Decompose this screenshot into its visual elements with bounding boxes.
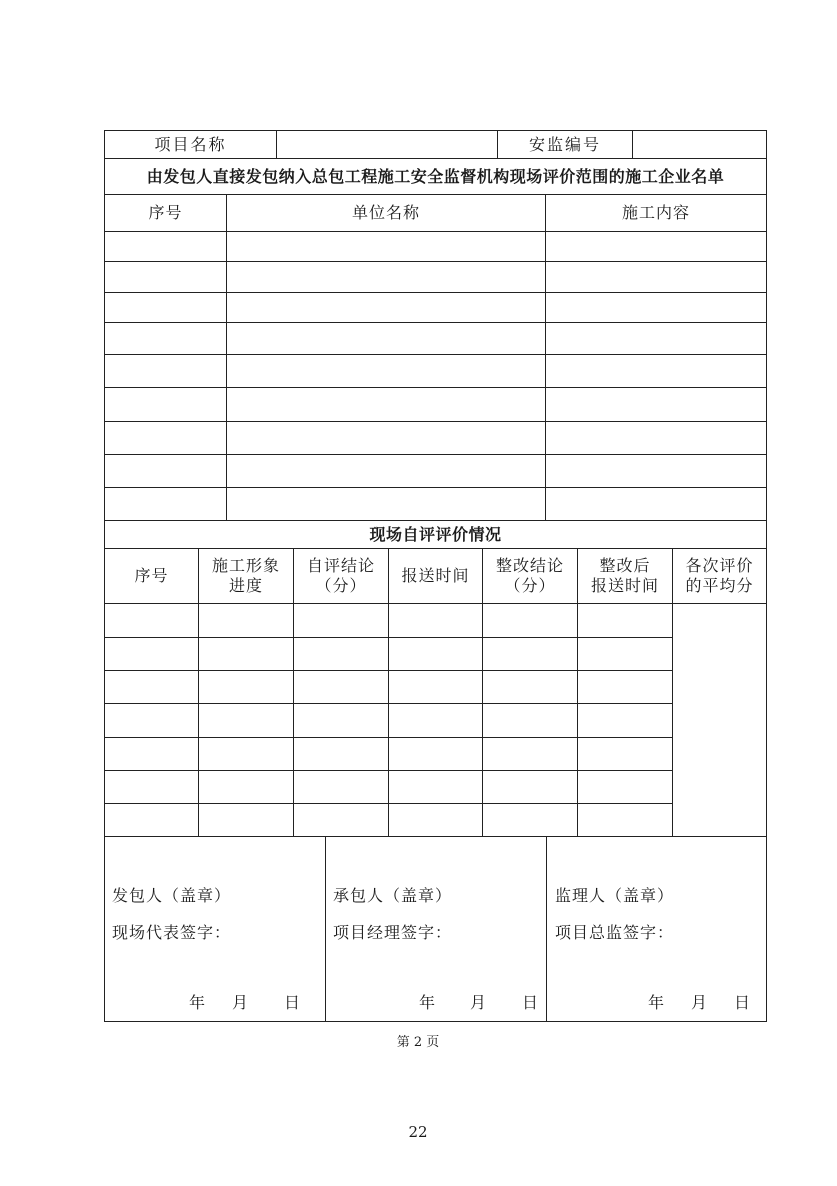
header-line: 自评结论 [306,556,375,575]
page-number: 22 [408,1123,428,1141]
header-line: 整改结论 [495,556,564,575]
contractor-list-cell[interactable] [227,323,545,354]
self-evaluation-cell[interactable] [199,604,293,637]
contractor-list-cell[interactable] [105,422,226,454]
self-evaluation-cell[interactable] [199,738,293,770]
self-evaluation-cell[interactable] [578,671,672,703]
contractor-list-cell[interactable] [227,232,545,261]
contractor-list-cell[interactable] [546,293,766,322]
column-header-self-eval-score [294,549,388,603]
header-line: 报送时间 [401,566,470,585]
self-evaluation-cell[interactable] [578,738,672,770]
self-evaluation-cell[interactable] [199,704,293,737]
self-evaluation-cell[interactable] [389,604,482,637]
contractor-list-cell[interactable] [105,355,226,387]
self-evaluation-cell[interactable] [389,638,482,670]
contractor-list-cell[interactable] [227,293,545,322]
contractor-list-cell[interactable] [546,232,766,261]
header-line: 的平均分 [685,576,754,595]
table-border-bottom [104,1021,767,1022]
self-evaluation-cell[interactable] [105,771,198,803]
self-evaluation-cell[interactable] [483,671,577,703]
contractor-list-cell[interactable] [546,262,766,292]
column-header-index: 序号 [148,203,183,222]
contractor-list-cell[interactable] [546,323,766,354]
header-line: 施工形象 [211,556,280,575]
header-line: 进度 [228,576,263,595]
self-evaluation-cell[interactable] [199,671,293,703]
self-evaluation-cell[interactable] [199,638,293,670]
safety-code-label: 安监编号 [528,134,601,154]
self-evaluation-cell[interactable] [294,738,388,770]
header-line: 整改后 [599,556,651,575]
column-header-rectify-score [483,549,577,603]
column-header-progress [199,549,293,603]
date-year: 年 [648,993,666,1012]
self-evaluation-cell[interactable] [294,771,388,803]
contractor-list-cell[interactable] [227,488,545,520]
self-evaluation-cell[interactable] [483,604,577,637]
self-evaluation-cell[interactable] [105,704,198,737]
self-evaluation-cell[interactable] [105,671,198,703]
self-evaluation-title: 现场自评评价情况 [369,524,502,544]
self-evaluation-cell[interactable] [105,738,198,770]
self-evaluation-cell[interactable] [578,804,672,836]
header-line: 报送时间 [590,576,659,595]
owner-signer-label: 现场代表签字： [112,923,232,942]
date-day: 日 [522,993,540,1012]
self-evaluation-cell[interactable] [389,771,482,803]
page-label: 第 2 页 [396,1035,440,1050]
contractor-list-cell[interactable] [105,232,226,261]
date-day: 日 [284,993,302,1012]
date-year: 年 [189,993,207,1012]
self-evaluation-cell[interactable] [578,604,672,637]
contractor-list-title: 由发包人直接发包纳入总包工程施工安全监督机构现场评价范围的施工企业名单 [146,166,725,186]
contractor-list-cell[interactable] [105,293,226,322]
self-evaluation-cell[interactable] [389,704,482,737]
contractor-list-cell[interactable] [227,388,545,421]
self-evaluation-cell[interactable] [389,671,482,703]
date-month: 月 [691,993,709,1012]
average-score-field[interactable] [673,604,766,836]
supervisor-seal-label: 监理人（盖章） [555,886,675,905]
self-evaluation-cell[interactable] [578,704,672,737]
header-line: 序号 [134,566,169,585]
contractor-list-cell[interactable] [227,455,545,487]
contractor-list-cell[interactable] [227,262,545,292]
self-evaluation-cell[interactable] [483,804,577,836]
date-year: 年 [419,993,437,1012]
self-evaluation-cell[interactable] [483,704,577,737]
column-header-rectify-submit-time [578,549,672,603]
self-evaluation-cell[interactable] [294,604,388,637]
header-line: （分） [315,576,367,595]
self-evaluation-cell[interactable] [483,771,577,803]
contractor-list-cell[interactable] [227,422,545,454]
project-name-field[interactable] [277,131,497,158]
column-header-unit-name: 单位名称 [351,203,420,222]
divider [546,836,547,1022]
safety-code-field[interactable] [633,131,766,158]
contractor-list-cell[interactable] [105,455,226,487]
self-evaluation-cell[interactable] [199,771,293,803]
self-evaluation-cell[interactable] [389,804,482,836]
self-evaluation-cell[interactable] [578,638,672,670]
table-border-right [766,130,767,1022]
column-header-index [105,549,198,603]
header-line: （分） [504,576,556,595]
divider [325,836,326,1022]
contractor-list-cell[interactable] [546,422,766,454]
column-header-submit-time [389,549,482,603]
date-day: 日 [734,993,752,1012]
self-evaluation-cell[interactable] [483,738,577,770]
self-evaluation-cell[interactable] [105,638,198,670]
owner-seal-label: 发包人（盖章） [112,886,232,905]
header-line: 各次评价 [685,556,754,575]
supervisor-signer-label: 项目总监签字： [555,923,675,942]
column-header-average-score [673,549,766,603]
contractor-list-cell[interactable] [546,455,766,487]
contractor-list-cell[interactable] [546,388,766,421]
contractor-list-cell[interactable] [227,355,545,387]
self-evaluation-cell[interactable] [105,604,198,637]
date-month: 月 [232,993,250,1012]
project-name-label: 项目名称 [154,134,227,154]
contractor-list-cell[interactable] [105,323,226,354]
contractor-list-cell[interactable] [546,488,766,520]
self-evaluation-cell[interactable] [105,804,198,836]
self-evaluation-cell[interactable] [294,638,388,670]
contractor-list-cell[interactable] [105,262,226,292]
self-evaluation-cell[interactable] [483,638,577,670]
contractor-list-cell[interactable] [105,388,226,421]
contractor-list-cell[interactable] [546,355,766,387]
contractor-signer-label: 项目经理签字： [333,923,453,942]
self-evaluation-cell[interactable] [294,704,388,737]
contractor-list-cell[interactable] [105,488,226,520]
self-evaluation-cell[interactable] [294,804,388,836]
date-month: 月 [470,993,488,1012]
self-evaluation-cell[interactable] [199,804,293,836]
divider [104,836,767,837]
self-evaluation-cell[interactable] [294,671,388,703]
column-header-work-content: 施工内容 [621,203,690,222]
contractor-seal-label: 承包人（盖章） [333,886,453,905]
self-evaluation-cell[interactable] [578,771,672,803]
self-evaluation-cell[interactable] [389,738,482,770]
